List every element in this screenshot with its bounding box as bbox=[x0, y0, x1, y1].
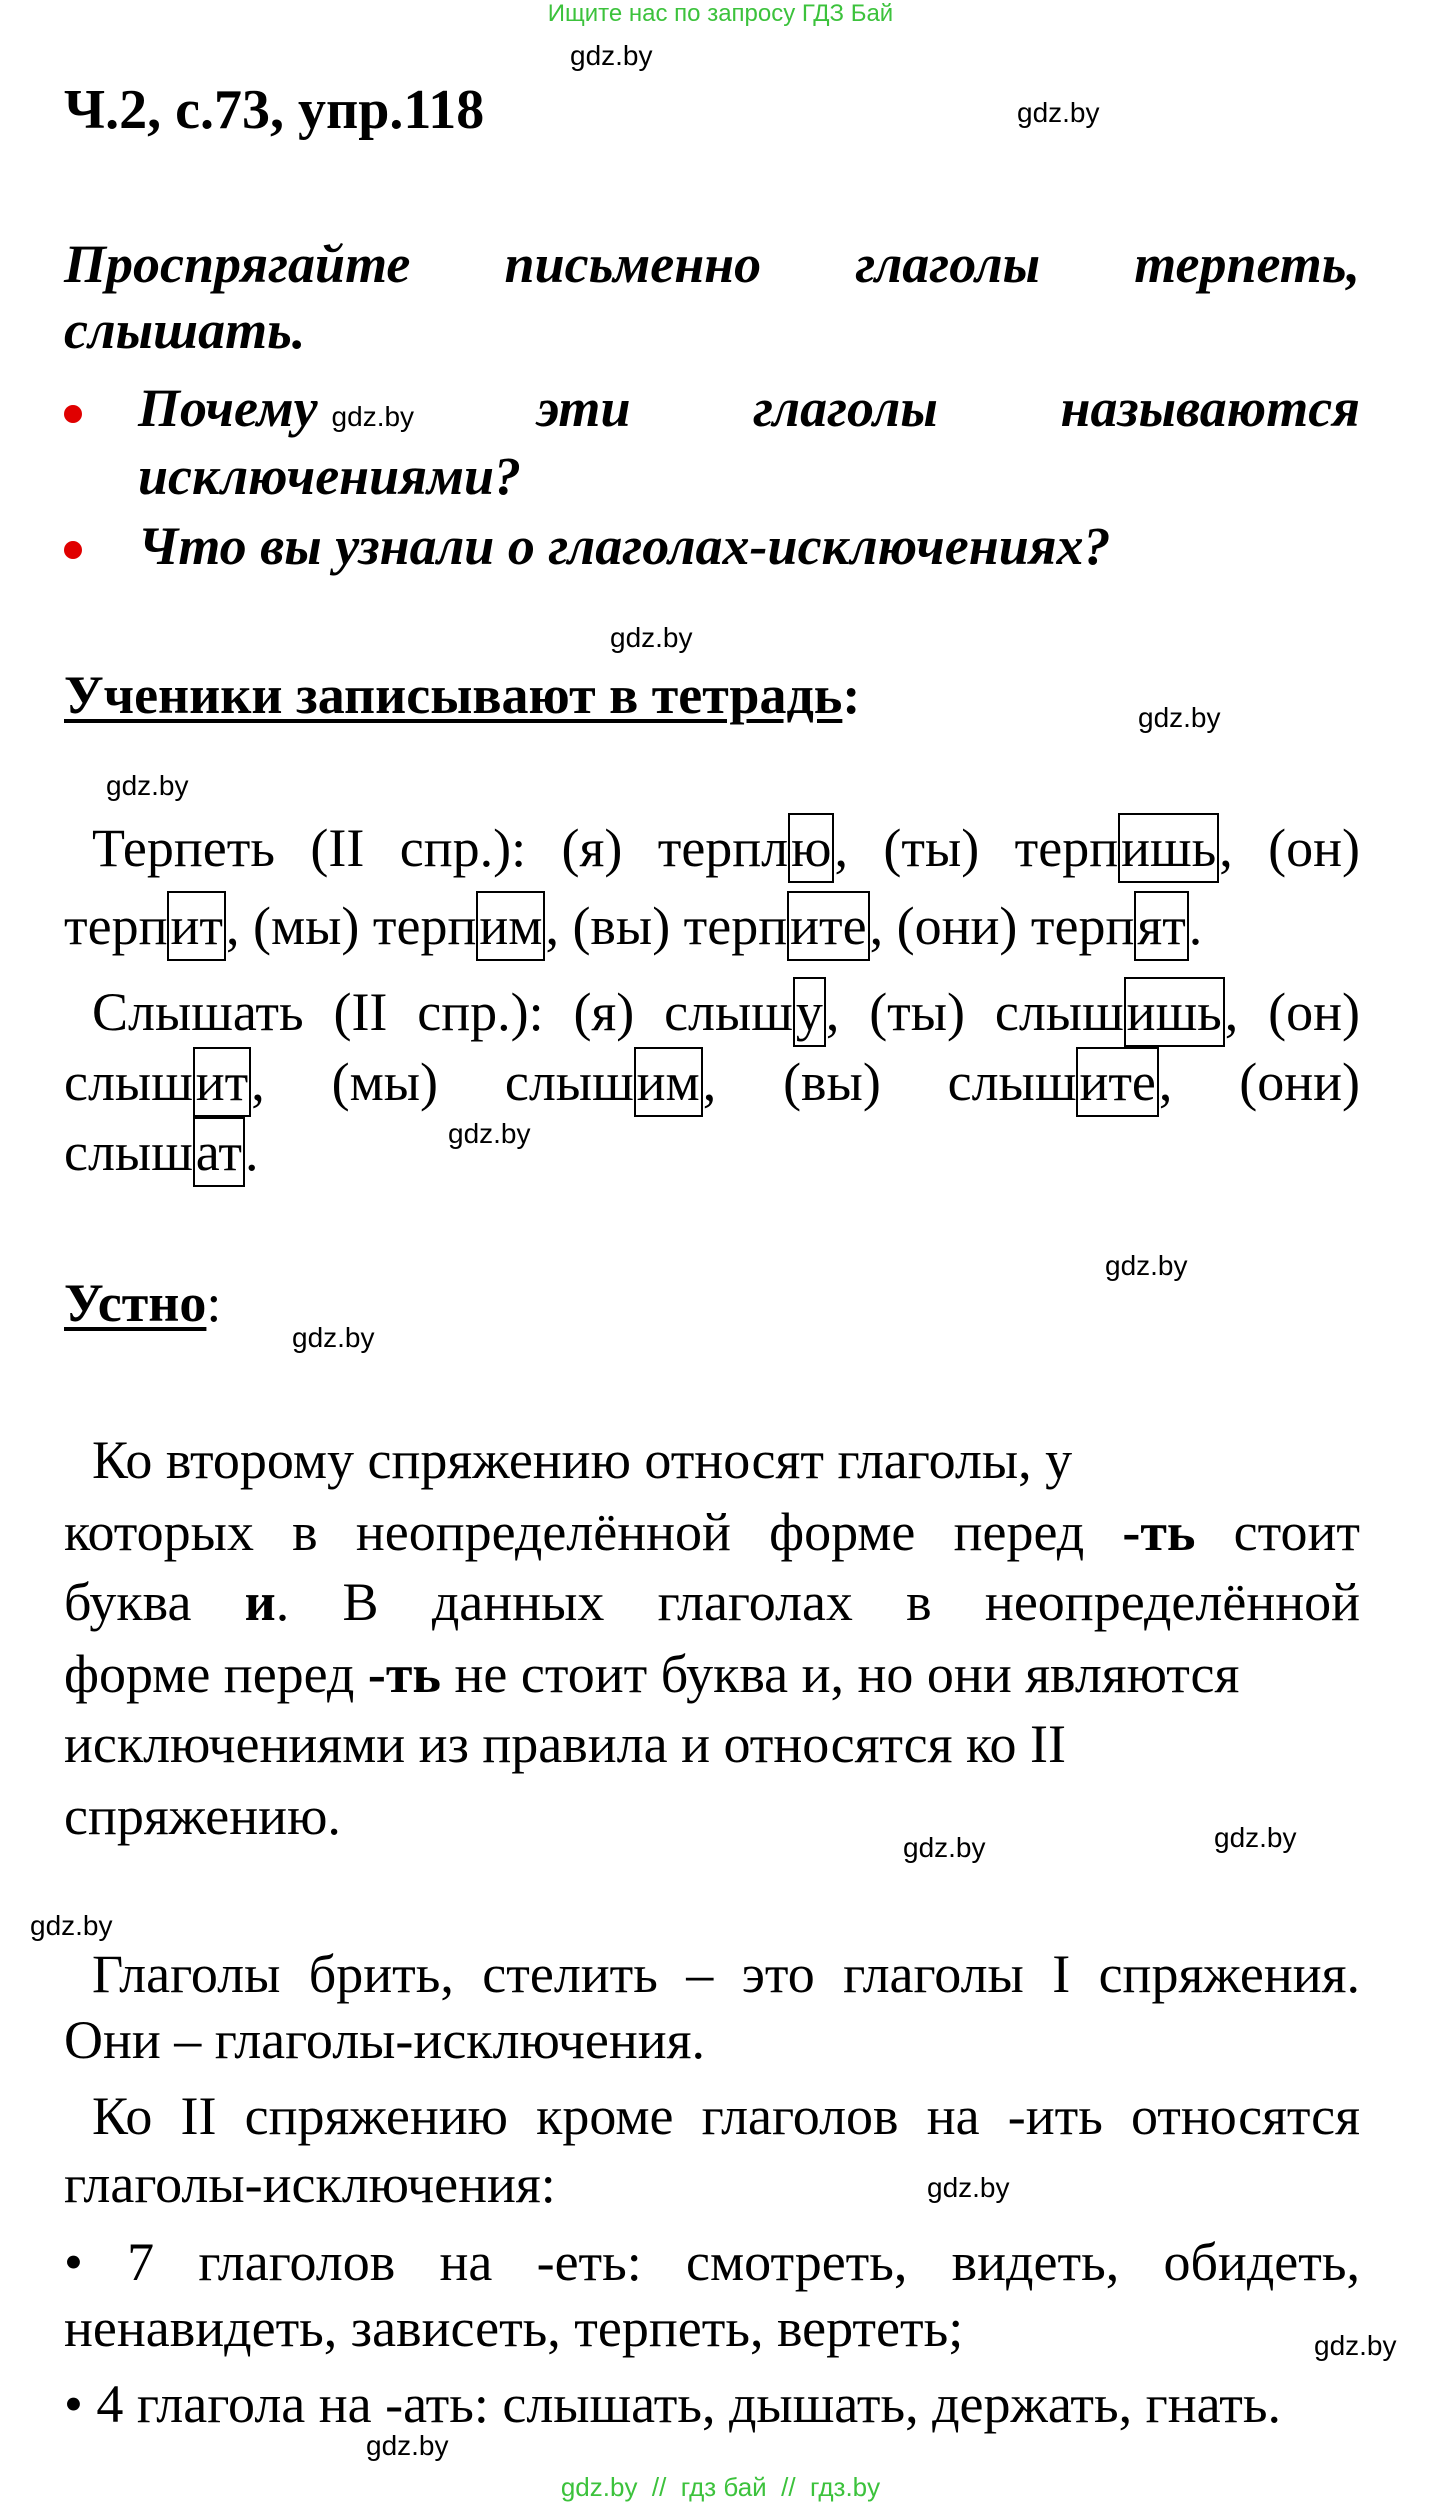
bold-text: и bbox=[244, 1572, 276, 1632]
conjugation-line bbox=[92, 812, 1360, 884]
watermark: gdz.by bbox=[30, 1910, 113, 1941]
watermark: gdz.by bbox=[903, 1832, 986, 1863]
text: которых в неопределённой форме перед bbox=[64, 1502, 1123, 1562]
notebook-heading-text: Ученики записывают в тетрадь bbox=[64, 665, 843, 725]
ending-box: ю bbox=[788, 813, 834, 883]
heading-colon: : bbox=[206, 1273, 222, 1333]
ending-box: ишь bbox=[1124, 977, 1225, 1047]
text: слыш bbox=[64, 1052, 193, 1112]
bullet-words: эти глаголы называются bbox=[536, 378, 1361, 438]
text: , (мы) слыш bbox=[251, 1052, 634, 1112]
watermark: gdz.by bbox=[570, 40, 653, 71]
text: , (ты) слыш bbox=[825, 982, 1124, 1042]
task-text-line: слышать. bbox=[64, 300, 306, 360]
task-text-line: Проспрягайте письменно глаголы терпеть, bbox=[64, 234, 1360, 294]
text: . В данных глаголах в неопределённой bbox=[275, 1572, 1361, 1632]
watermark: gdz.by bbox=[331, 401, 415, 432]
ending-box: ят bbox=[1134, 891, 1188, 961]
list-item: • 7 глаголов на -еть: смотреть, видеть, обидеть, bbox=[64, 2232, 1360, 2292]
ending-box: ит bbox=[167, 891, 226, 961]
oral-heading-text: Устно bbox=[64, 1273, 207, 1333]
top-banner: Ищите нас по запросу ГДЗ Бай bbox=[547, 0, 894, 27]
text: , (они) терп bbox=[869, 896, 1135, 956]
paragraph-line: Глаголы брить, стелить – это глаголы I спряжения. bbox=[92, 1944, 1360, 2004]
paragraph-line: исключениями из правила и относятся ко II bbox=[64, 1714, 1066, 1774]
notebook-heading bbox=[64, 664, 860, 726]
ending-box: ит bbox=[193, 1047, 252, 1117]
text: форме перед bbox=[64, 1644, 368, 1704]
text: , (вы) терп bbox=[545, 896, 788, 956]
watermark: gdz.by bbox=[927, 2172, 1010, 2203]
paragraph-line: Ко II спряжению кроме глаголов на -ить относятся bbox=[92, 2086, 1360, 2146]
footer-banner: gdz.by // гдз бай // гдз.by bbox=[560, 2472, 881, 2502]
ending-box: им bbox=[634, 1047, 703, 1117]
text: , (он) bbox=[1224, 982, 1360, 1042]
watermark: gdz.by bbox=[610, 622, 693, 653]
list-item: • 4 глагола на -ать: слышать, дышать, держать, гнать. bbox=[64, 2374, 1281, 2434]
page-title: Ч.2, с.73, упр.118 bbox=[64, 79, 485, 141]
watermark: gdz.by bbox=[1017, 97, 1100, 128]
red-bullet-icon bbox=[64, 405, 82, 423]
text: терп bbox=[64, 896, 168, 956]
paragraph-line bbox=[64, 1496, 1360, 1568]
ending-box: ат bbox=[193, 1117, 245, 1187]
watermark: gdz.by bbox=[1314, 2330, 1397, 2361]
watermark: gdz.by bbox=[366, 2430, 449, 2461]
paragraph-line bbox=[64, 1638, 1360, 1710]
oral-heading bbox=[64, 1272, 221, 1334]
watermark: gdz.by bbox=[106, 770, 189, 801]
list-item: ненавидеть, зависеть, терпеть, вертеть; bbox=[64, 2298, 964, 2358]
bullet-word: Почему bbox=[138, 378, 318, 438]
watermark: gdz.by bbox=[292, 1322, 375, 1353]
bullet-question-line: Что вы узнали о глаголах-исключениях? bbox=[138, 516, 1111, 576]
watermark: gdz.by bbox=[1214, 1822, 1297, 1853]
conjugation-line bbox=[64, 1116, 1360, 1188]
paragraph-line: спряжению. bbox=[64, 1786, 341, 1846]
text: . bbox=[244, 1122, 259, 1182]
heading-colon: : bbox=[842, 665, 861, 725]
ending-box: ишь bbox=[1118, 813, 1219, 883]
paragraph-line: Ко второму спряжению относят глаголы, у bbox=[92, 1430, 1073, 1490]
red-bullet-icon bbox=[64, 541, 82, 559]
text: Слышать (II спр.): (я) слыш bbox=[92, 982, 793, 1042]
conjugation-line bbox=[64, 1046, 1360, 1118]
ending-box: ите bbox=[787, 891, 869, 961]
bold-text: -ть bbox=[367, 1644, 441, 1704]
ending-box: у bbox=[793, 977, 826, 1047]
paragraph-line: глаголы-исключения: bbox=[64, 2154, 556, 2214]
bullet-question-line: исключениями? bbox=[138, 446, 522, 506]
text: , (мы) терп bbox=[225, 896, 477, 956]
text: слыш bbox=[64, 1122, 193, 1182]
text: не стоит буква и, но они являются bbox=[441, 1644, 1240, 1704]
text: стоит bbox=[1195, 1502, 1360, 1562]
text: , (вы) слыш bbox=[702, 1052, 1077, 1112]
watermark: gdz.by bbox=[1138, 702, 1221, 733]
text: , (ты) терп bbox=[834, 818, 1119, 878]
conjugation-line bbox=[92, 976, 1360, 1048]
text: буква bbox=[64, 1572, 245, 1632]
ending-box: ите bbox=[1076, 1047, 1158, 1117]
conjugation-line bbox=[64, 890, 1360, 962]
paragraph-line bbox=[64, 1566, 1360, 1638]
watermark: gdz.by bbox=[1105, 1250, 1188, 1281]
ending-box: им bbox=[476, 891, 545, 961]
paragraph-line: Они – глаголы-исключения. bbox=[64, 2010, 706, 2070]
bold-text: -ть bbox=[1122, 1502, 1196, 1562]
text: . bbox=[1188, 896, 1203, 956]
text: Терпеть (II спр.): (я) терпл bbox=[92, 818, 789, 878]
watermark: gdz.by bbox=[448, 1118, 531, 1149]
text: , (они) bbox=[1158, 1052, 1361, 1112]
text: , (он) bbox=[1219, 818, 1360, 878]
